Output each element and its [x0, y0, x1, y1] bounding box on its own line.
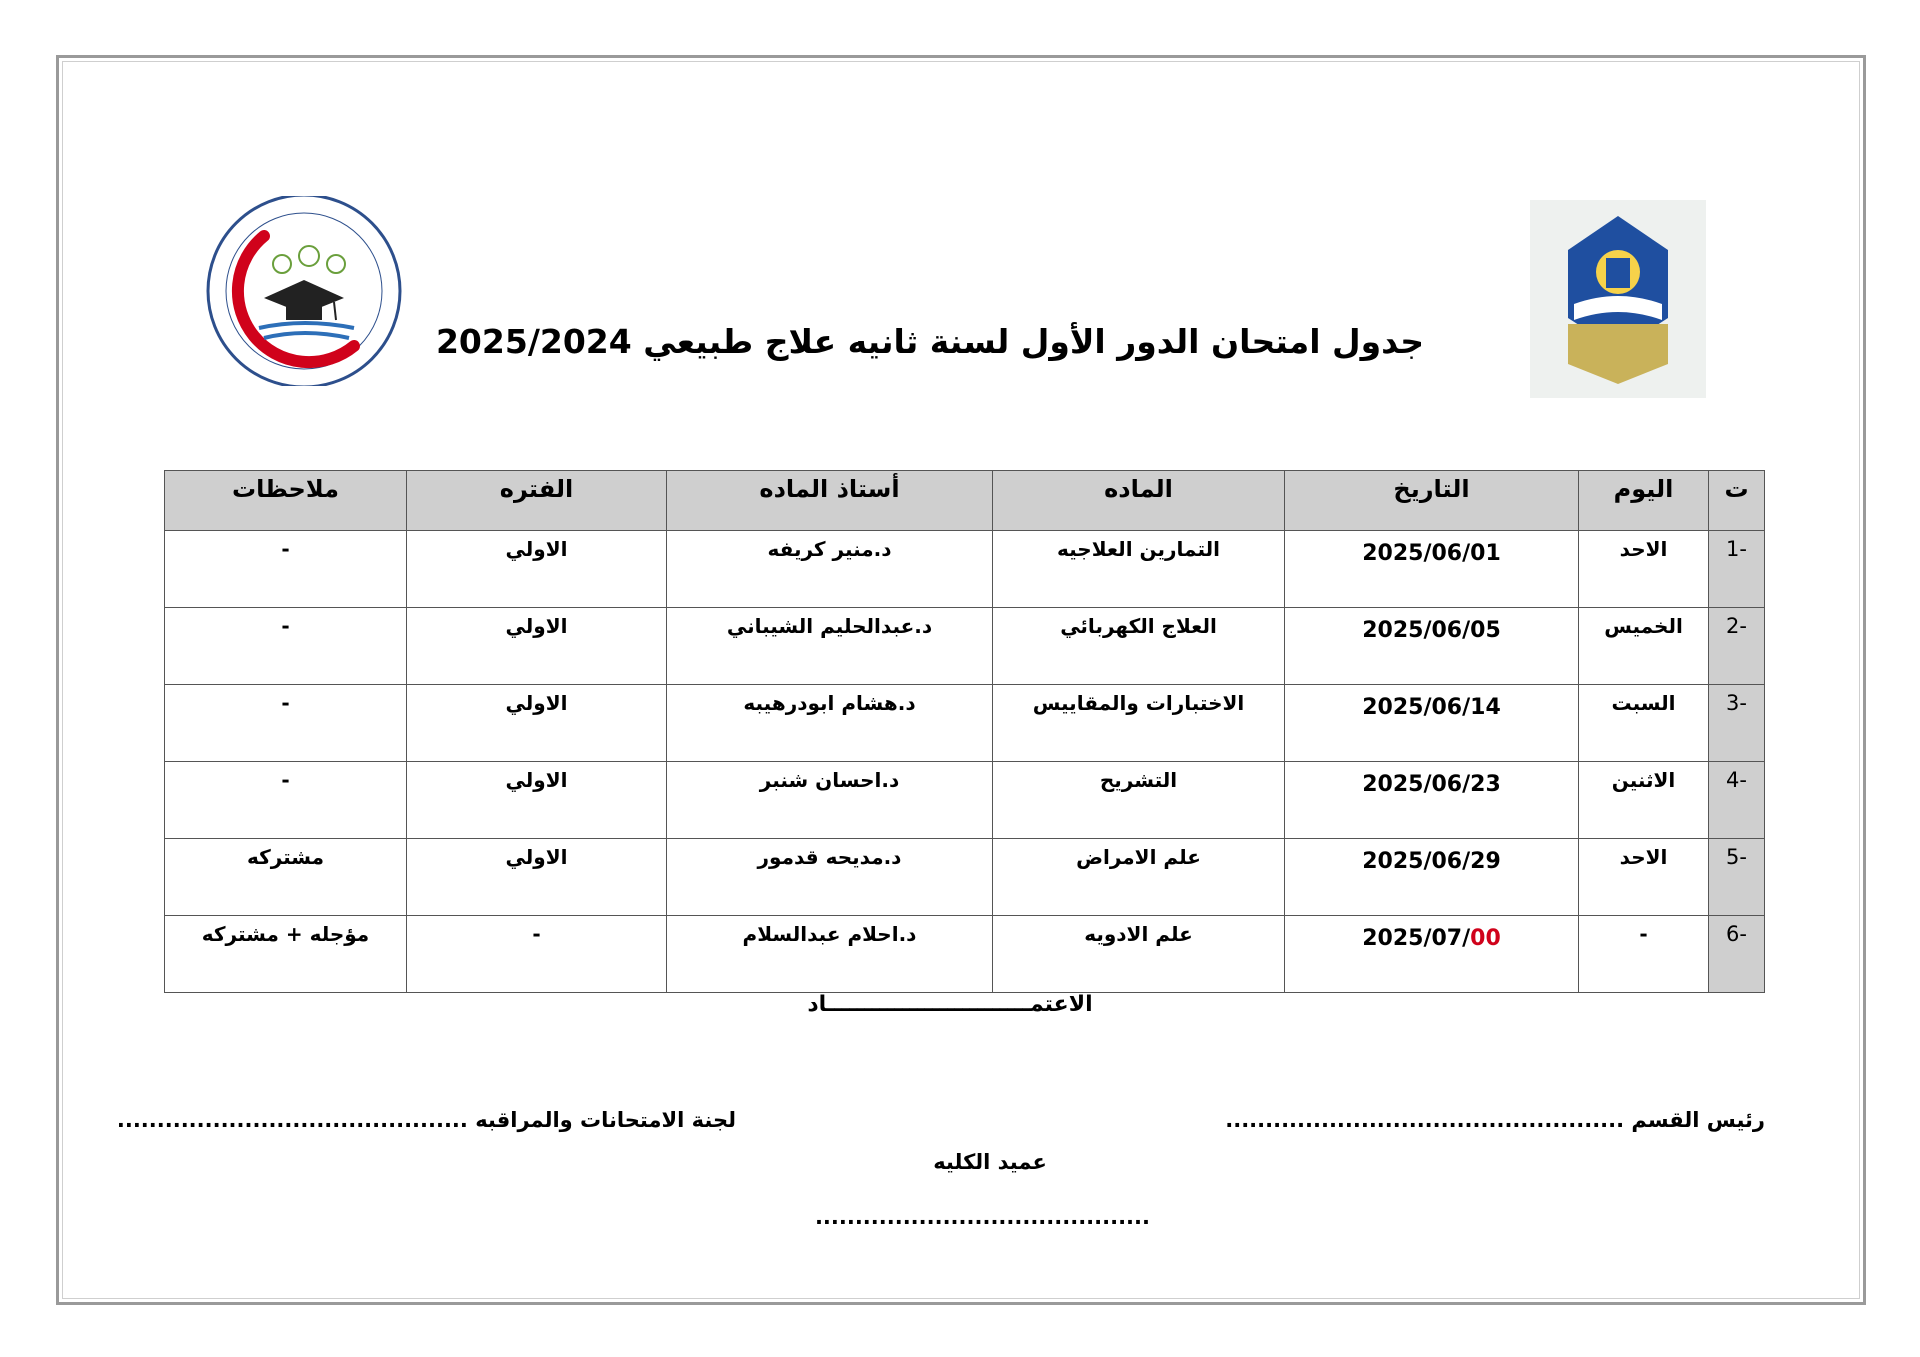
cell-notes: - — [165, 685, 407, 762]
exam-committee-signature: لجنة الامتحانات والمراقبه ............................................ — [116, 1108, 736, 1132]
dean-signature-line: .......................................... — [814, 1205, 1150, 1229]
cell-date: 2025/06/14 — [1285, 685, 1579, 762]
university-logo-icon — [1530, 200, 1706, 398]
cell-subject: علم الامراض — [993, 839, 1285, 916]
cell-notes: - — [165, 608, 407, 685]
cell-teacher: د.احلام عبدالسلام — [667, 916, 993, 993]
cell-day: الاحد — [1579, 531, 1709, 608]
cell-teacher: د.مديحه قدمور — [667, 839, 993, 916]
cell-notes: - — [165, 531, 407, 608]
table-row — [165, 916, 1765, 993]
cell-num: -1 — [1709, 531, 1765, 608]
cell-notes: - — [165, 762, 407, 839]
cell-day: الخميس — [1579, 608, 1709, 685]
table-row — [165, 608, 1765, 685]
cell-day: - — [1579, 916, 1709, 993]
cell-period: الاولي — [407, 762, 667, 839]
cell-date: 2025/06/29 — [1285, 839, 1579, 916]
date-highlight: 00 — [1470, 926, 1501, 951]
cell-period: الاولي — [407, 839, 667, 916]
cell-day: السبت — [1579, 685, 1709, 762]
table-row — [165, 839, 1765, 916]
cell-period: الاولي — [407, 685, 667, 762]
exam-schedule-table — [164, 470, 1765, 993]
table-row — [165, 685, 1765, 762]
header-subject: الماده — [993, 471, 1285, 531]
faculty-logo-icon — [204, 196, 404, 386]
cell-teacher: د.منير كريفه — [667, 531, 993, 608]
cell-date — [1285, 916, 1579, 993]
cell-day: الاثنين — [1579, 762, 1709, 839]
table-row — [165, 531, 1765, 608]
date-prefix: 2025/07/ — [1362, 926, 1471, 951]
cell-subject: علم الادويه — [993, 916, 1285, 993]
cell-day: الاحد — [1579, 839, 1709, 916]
header-num: ت — [1709, 471, 1765, 531]
table-header-row — [165, 471, 1765, 531]
head-of-department-signature: رئيس القسم .................................................. — [1225, 1108, 1765, 1132]
cell-period: الاولي — [407, 531, 667, 608]
cell-num: -3 — [1709, 685, 1765, 762]
cell-num: -5 — [1709, 839, 1765, 916]
cell-date: 2025/06/05 — [1285, 608, 1579, 685]
table-row — [165, 762, 1765, 839]
cell-teacher: د.احسان شنبر — [667, 762, 993, 839]
cell-subject: الاختبارات والمقاييس — [993, 685, 1285, 762]
cell-subject: التمارين العلاجيه — [993, 531, 1285, 608]
cell-subject: التشريح — [993, 762, 1285, 839]
cell-notes: مؤجله + مشتركه — [165, 916, 407, 993]
cell-num: -4 — [1709, 762, 1765, 839]
cell-subject: العلاج الكهربائي — [993, 608, 1285, 685]
approval-heading: الاعتمـــــــــــــــــــــــــــاد — [807, 992, 1093, 1017]
cell-num: -6 — [1709, 916, 1765, 993]
cell-date: 2025/06/23 — [1285, 762, 1579, 839]
header-day: اليوم — [1579, 471, 1709, 531]
header-teacher: أستاذ الماده — [667, 471, 993, 531]
page-title: جدول امتحان الدور الأول لسنة ثانيه علاج طبيعي 2025/2024 — [435, 322, 1425, 361]
cell-date: 2025/06/01 — [1285, 531, 1579, 608]
cell-period: - — [407, 916, 667, 993]
header-period: الفتره — [407, 471, 667, 531]
cell-notes: مشتركه — [165, 839, 407, 916]
cell-teacher: د.هشام ابودرهيبه — [667, 685, 993, 762]
dean-title: عميد الكليه — [933, 1150, 1047, 1174]
header-notes: ملاحظات — [165, 471, 407, 531]
cell-period: الاولي — [407, 608, 667, 685]
cell-num: -2 — [1709, 608, 1765, 685]
header-date: التاريخ — [1285, 471, 1579, 531]
cell-teacher: د.عبدالحليم الشيباني — [667, 608, 993, 685]
